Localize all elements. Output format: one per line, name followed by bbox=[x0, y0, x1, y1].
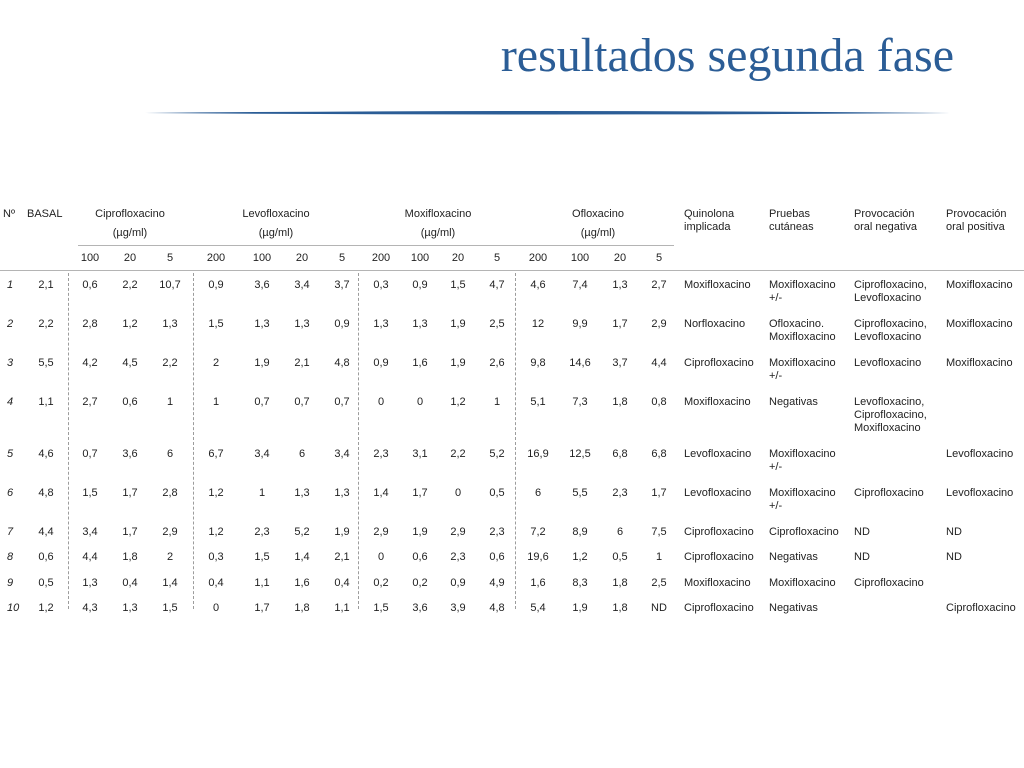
row-value: 1,9 bbox=[450, 318, 466, 330]
header-dose: 5 bbox=[166, 252, 174, 264]
row-value: 1,7 bbox=[412, 487, 428, 499]
row-value: 1,6 bbox=[294, 577, 310, 589]
row-value: 1,3 bbox=[294, 318, 310, 330]
row-pruebas: Negativas bbox=[769, 551, 818, 563]
row-value: 3,4 bbox=[334, 448, 350, 460]
row-value: 3,7 bbox=[334, 279, 350, 291]
row-provocacion-positiva: Moxifloxacino bbox=[946, 318, 1013, 330]
row-pruebas: Negativas bbox=[769, 396, 818, 408]
title-underline bbox=[145, 110, 950, 116]
row-pruebas: Moxifloxacino +/- bbox=[769, 448, 836, 473]
row-value: 2,3 bbox=[612, 487, 628, 499]
row-value: 1,3 bbox=[412, 318, 428, 330]
row-provocacion-negativa: ND bbox=[854, 551, 870, 563]
row-value: 0,9 bbox=[334, 318, 350, 330]
row-value: 6,8 bbox=[651, 448, 667, 460]
row-value: 1,9 bbox=[334, 526, 350, 538]
row-value: 0,2 bbox=[373, 577, 389, 589]
row-pruebas: Ciprofloxacino bbox=[769, 526, 839, 538]
row-number: 10 bbox=[7, 602, 20, 614]
row-value: 1,3 bbox=[254, 318, 270, 330]
row-value: 12,5 bbox=[569, 448, 591, 460]
row-value: 1,6 bbox=[412, 357, 428, 369]
header-dose: 20 bbox=[123, 252, 137, 264]
header-dose: 100 bbox=[410, 252, 430, 264]
row-value: 1,4 bbox=[162, 577, 178, 589]
row-provocacion-negativa: Levofloxacino bbox=[854, 357, 922, 369]
row-value: 2 bbox=[166, 551, 174, 563]
row-value: 2,3 bbox=[373, 448, 389, 460]
row-value: 5,4 bbox=[530, 602, 546, 614]
row-basal: 1,1 bbox=[38, 396, 54, 408]
row-value: 1 bbox=[493, 396, 501, 408]
row-value: 1,5 bbox=[450, 279, 466, 291]
row-provocacion-positiva: Moxifloxacino bbox=[946, 357, 1013, 369]
row-value: 1,9 bbox=[572, 602, 588, 614]
row-value: 1,7 bbox=[122, 526, 138, 538]
row-value: 2,1 bbox=[294, 357, 310, 369]
row-value: 7,3 bbox=[572, 396, 588, 408]
row-value: 0,4 bbox=[208, 577, 224, 589]
row-value: 2,2 bbox=[122, 279, 138, 291]
row-value: 1,2 bbox=[572, 551, 588, 563]
row-value: 0,9 bbox=[450, 577, 466, 589]
row-value: 2,9 bbox=[373, 526, 389, 538]
row-basal: 5,5 bbox=[38, 357, 54, 369]
row-value: 3,7 bbox=[612, 357, 628, 369]
row-value: 1,4 bbox=[373, 487, 389, 499]
row-value: 1,5 bbox=[254, 551, 270, 563]
row-value: 7,5 bbox=[651, 526, 667, 538]
row-value: 2,9 bbox=[651, 318, 667, 330]
row-provocacion-positiva: Moxifloxacino bbox=[946, 279, 1013, 291]
row-value: 0,5 bbox=[612, 551, 628, 563]
row-value: 1,2 bbox=[122, 318, 138, 330]
row-value: 1,8 bbox=[612, 396, 628, 408]
row-provocacion-positiva: ND bbox=[946, 551, 962, 563]
row-value: 0,7 bbox=[294, 396, 310, 408]
row-provocacion-positiva: Levofloxacino bbox=[946, 487, 1014, 499]
row-value: 1,5 bbox=[162, 602, 178, 614]
column-separator-1 bbox=[193, 273, 194, 609]
row-value: 1,6 bbox=[530, 577, 546, 589]
results-table bbox=[0, 195, 1024, 615]
row-value: 5,5 bbox=[572, 487, 588, 499]
row-quinolona: Moxifloxacino bbox=[684, 577, 751, 589]
row-value: 1,2 bbox=[450, 396, 466, 408]
row-value: 1,8 bbox=[612, 577, 628, 589]
row-number: 9 bbox=[7, 577, 14, 589]
row-value: 0,6 bbox=[82, 279, 98, 291]
row-basal: 2,2 bbox=[38, 318, 54, 330]
row-value: 2,1 bbox=[334, 551, 350, 563]
row-value: 1,2 bbox=[208, 526, 224, 538]
header-group-0: Ciprofloxacino bbox=[95, 208, 165, 220]
row-quinolona: Norfloxacino bbox=[684, 318, 746, 330]
row-value: 2,3 bbox=[489, 526, 505, 538]
row-provocacion-negativa: Ciprofloxacino, Levofloxacino bbox=[854, 279, 927, 304]
row-value: 2,9 bbox=[450, 526, 466, 538]
row-value: 1,8 bbox=[294, 602, 310, 614]
header-dose: 100 bbox=[80, 252, 100, 264]
row-value: 7,4 bbox=[572, 279, 588, 291]
header-unit-3: (µg/ml) bbox=[580, 227, 616, 239]
row-value: 1,9 bbox=[254, 357, 270, 369]
header-group-2: Moxifloxacino bbox=[404, 208, 472, 220]
row-basal: 1,2 bbox=[38, 602, 54, 614]
row-value: 1,4 bbox=[294, 551, 310, 563]
header-dose: 200 bbox=[206, 252, 226, 264]
row-pruebas: Moxifloxacino +/- bbox=[769, 279, 836, 304]
row-provocacion-negativa: Ciprofloxacino bbox=[854, 577, 924, 589]
row-value: 2,9 bbox=[162, 526, 178, 538]
header-dose: 20 bbox=[451, 252, 465, 264]
column-separator-0 bbox=[68, 273, 69, 609]
row-value: 4,3 bbox=[82, 602, 98, 614]
row-quinolona: Ciprofloxacino bbox=[684, 357, 754, 369]
row-number: 2 bbox=[7, 318, 14, 330]
row-value: 0,3 bbox=[373, 279, 389, 291]
row-value: 2,5 bbox=[489, 318, 505, 330]
header-group-3: Ofloxacino bbox=[572, 208, 624, 220]
row-value: 4,9 bbox=[489, 577, 505, 589]
row-value: 0,4 bbox=[122, 577, 138, 589]
header-dose: 5 bbox=[493, 252, 501, 264]
row-quinolona: Levofloxacino bbox=[684, 487, 752, 499]
row-value: 0 bbox=[212, 602, 220, 614]
row-value: 2,5 bbox=[651, 577, 667, 589]
row-provocacion-negativa: Ciprofloxacino bbox=[854, 487, 924, 499]
row-value: 16,9 bbox=[527, 448, 549, 460]
row-number: 5 bbox=[7, 448, 14, 460]
header-dose: 5 bbox=[655, 252, 663, 264]
row-value: 1,3 bbox=[122, 602, 138, 614]
row-value: 1,2 bbox=[208, 487, 224, 499]
row-value: 7,2 bbox=[530, 526, 546, 538]
row-value: 4,5 bbox=[122, 357, 138, 369]
slide-title: resultados segunda fase bbox=[500, 29, 954, 82]
row-provocacion-negativa: Ciprofloxacino, Levofloxacino bbox=[854, 318, 927, 343]
row-value: 1,7 bbox=[122, 487, 138, 499]
row-pruebas: Negativas bbox=[769, 602, 818, 614]
row-value: 3,9 bbox=[450, 602, 466, 614]
row-value: 6 bbox=[616, 526, 624, 538]
header-unit-1: (µg/ml) bbox=[258, 227, 294, 239]
row-quinolona: Ciprofloxacino bbox=[684, 551, 754, 563]
row-value: 0,9 bbox=[373, 357, 389, 369]
row-value: 0 bbox=[454, 487, 462, 499]
row-value: 4,6 bbox=[530, 279, 546, 291]
row-value: 3,4 bbox=[82, 526, 98, 538]
row-value: 3,6 bbox=[412, 602, 428, 614]
row-value: 2,8 bbox=[162, 487, 178, 499]
row-value: 12 bbox=[531, 318, 545, 330]
row-number: 3 bbox=[7, 357, 14, 369]
header-dose-divider bbox=[78, 245, 674, 246]
row-value: 0,9 bbox=[208, 279, 224, 291]
row-provocacion-negativa: ND bbox=[854, 526, 870, 538]
row-value: 3,4 bbox=[294, 279, 310, 291]
row-value: 1,9 bbox=[412, 526, 428, 538]
row-value: 0,3 bbox=[208, 551, 224, 563]
row-value: 4,8 bbox=[334, 357, 350, 369]
row-basal: 4,4 bbox=[38, 526, 54, 538]
row-quinolona: Moxifloxacino bbox=[684, 396, 751, 408]
row-value: 1 bbox=[212, 396, 220, 408]
row-value: 6,7 bbox=[208, 448, 224, 460]
row-value: 3,1 bbox=[412, 448, 428, 460]
row-value: 1,3 bbox=[373, 318, 389, 330]
row-number: 1 bbox=[7, 279, 14, 291]
row-provocacion-positiva: Ciprofloxacino bbox=[946, 602, 1016, 614]
row-value: 3,4 bbox=[254, 448, 270, 460]
row-value: 9,8 bbox=[530, 357, 546, 369]
row-basal: 0,5 bbox=[38, 577, 54, 589]
row-number: 7 bbox=[7, 526, 14, 538]
row-value: 5,2 bbox=[489, 448, 505, 460]
row-value: 2,2 bbox=[450, 448, 466, 460]
row-value: 0,5 bbox=[489, 487, 505, 499]
row-value: 2,3 bbox=[254, 526, 270, 538]
row-value: 0 bbox=[416, 396, 424, 408]
row-value: 2,7 bbox=[651, 279, 667, 291]
column-separator-3 bbox=[515, 273, 516, 609]
row-value: 1,3 bbox=[612, 279, 628, 291]
row-value: 6,8 bbox=[612, 448, 628, 460]
row-value: 2 bbox=[212, 357, 220, 369]
row-value: 8,9 bbox=[572, 526, 588, 538]
header-bottom-rule bbox=[0, 270, 1024, 271]
row-value: 4,4 bbox=[651, 357, 667, 369]
row-number: 8 bbox=[7, 551, 14, 563]
row-pruebas: Moxifloxacino +/- bbox=[769, 357, 836, 382]
row-value: 2,8 bbox=[82, 318, 98, 330]
header-dose: 200 bbox=[528, 252, 548, 264]
row-value: 6 bbox=[166, 448, 174, 460]
row-value: 5,2 bbox=[294, 526, 310, 538]
row-pruebas: Moxifloxacino bbox=[769, 577, 836, 589]
row-value: 2,6 bbox=[489, 357, 505, 369]
row-provocacion-negativa: Levofloxacino, Ciprofloxacino, Moxifloxacino bbox=[854, 396, 927, 434]
row-value: ND bbox=[651, 602, 667, 614]
header-quinolona: Quinolona implicada bbox=[684, 208, 735, 233]
row-value: 1,7 bbox=[612, 318, 628, 330]
row-value: 0,6 bbox=[122, 396, 138, 408]
row-value: 8,3 bbox=[572, 577, 588, 589]
row-value: 1,5 bbox=[82, 487, 98, 499]
row-value: 14,6 bbox=[569, 357, 591, 369]
row-value: 1,3 bbox=[334, 487, 350, 499]
header-unit-2: (µg/ml) bbox=[420, 227, 456, 239]
header-dose: 20 bbox=[613, 252, 627, 264]
row-value: 1,8 bbox=[612, 602, 628, 614]
row-value: 1,7 bbox=[651, 487, 667, 499]
row-value: 1 bbox=[258, 487, 266, 499]
row-value: 0,6 bbox=[412, 551, 428, 563]
row-quinolona: Ciprofloxacino bbox=[684, 602, 754, 614]
row-number: 6 bbox=[7, 487, 14, 499]
row-value: 2,3 bbox=[450, 551, 466, 563]
row-quinolona: Ciprofloxacino bbox=[684, 526, 754, 538]
row-pruebas: Moxifloxacino +/- bbox=[769, 487, 836, 512]
row-value: 4,8 bbox=[489, 602, 505, 614]
row-value: 2,7 bbox=[82, 396, 98, 408]
row-value: 1,3 bbox=[162, 318, 178, 330]
row-value: 4,7 bbox=[489, 279, 505, 291]
row-value: 1,9 bbox=[450, 357, 466, 369]
row-value: 3,6 bbox=[122, 448, 138, 460]
header-group-1: Levofloxacino bbox=[242, 208, 310, 220]
row-value: 0,8 bbox=[651, 396, 667, 408]
row-value: 6 bbox=[298, 448, 306, 460]
row-provocacion-positiva: ND bbox=[946, 526, 962, 538]
row-value: 4,4 bbox=[82, 551, 98, 563]
row-value: 3,6 bbox=[254, 279, 270, 291]
row-value: 1 bbox=[655, 551, 663, 563]
header-dose: 200 bbox=[371, 252, 391, 264]
row-basal: 2,1 bbox=[38, 279, 54, 291]
header-provocacion-negativa: Provocación oral negativa bbox=[854, 208, 917, 233]
row-basal: 4,8 bbox=[38, 487, 54, 499]
header-unit-0: (µg/ml) bbox=[112, 227, 148, 239]
row-value: 0 bbox=[377, 551, 385, 563]
row-value: 1,8 bbox=[122, 551, 138, 563]
row-value: 1,5 bbox=[373, 602, 389, 614]
row-value: 0,7 bbox=[334, 396, 350, 408]
row-value: 1,3 bbox=[82, 577, 98, 589]
row-value: 9,9 bbox=[572, 318, 588, 330]
row-value: 0,2 bbox=[412, 577, 428, 589]
header-provocacion-positiva: Provocación oral positiva bbox=[946, 208, 1007, 233]
header-n: Nº bbox=[3, 208, 15, 220]
row-basal: 4,6 bbox=[38, 448, 54, 460]
row-value: 5,1 bbox=[530, 396, 546, 408]
row-number: 4 bbox=[7, 396, 14, 408]
row-value: 19,6 bbox=[527, 551, 549, 563]
row-value: 1,5 bbox=[208, 318, 224, 330]
row-value: 6 bbox=[534, 487, 542, 499]
column-separator-2 bbox=[358, 273, 359, 609]
row-value: 0 bbox=[377, 396, 385, 408]
row-pruebas: Ofloxacino. Moxifloxacino bbox=[769, 318, 836, 343]
header-pruebas: Pruebas cutáneas bbox=[769, 208, 814, 233]
row-value: 0,9 bbox=[412, 279, 428, 291]
row-value: 0,6 bbox=[489, 551, 505, 563]
row-value: 0,4 bbox=[334, 577, 350, 589]
row-value: 10,7 bbox=[159, 279, 181, 291]
row-value: 1,1 bbox=[254, 577, 270, 589]
header-dose: 100 bbox=[570, 252, 590, 264]
header-basal: BASAL bbox=[27, 208, 63, 220]
row-value: 2,2 bbox=[162, 357, 178, 369]
row-quinolona: Levofloxacino bbox=[684, 448, 752, 460]
row-provocacion-positiva: Levofloxacino bbox=[946, 448, 1014, 460]
row-basal: 0,6 bbox=[38, 551, 54, 563]
row-value: 1 bbox=[166, 396, 174, 408]
row-value: 1,3 bbox=[294, 487, 310, 499]
header-dose: 100 bbox=[252, 252, 272, 264]
header-dose: 20 bbox=[295, 252, 309, 264]
row-value: 4,2 bbox=[82, 357, 98, 369]
row-quinolona: Moxifloxacino bbox=[684, 279, 751, 291]
row-value: 1,7 bbox=[254, 602, 270, 614]
header-dose: 5 bbox=[338, 252, 346, 264]
row-value: 0,7 bbox=[254, 396, 270, 408]
row-value: 1,1 bbox=[334, 602, 350, 614]
row-value: 0,7 bbox=[82, 448, 98, 460]
